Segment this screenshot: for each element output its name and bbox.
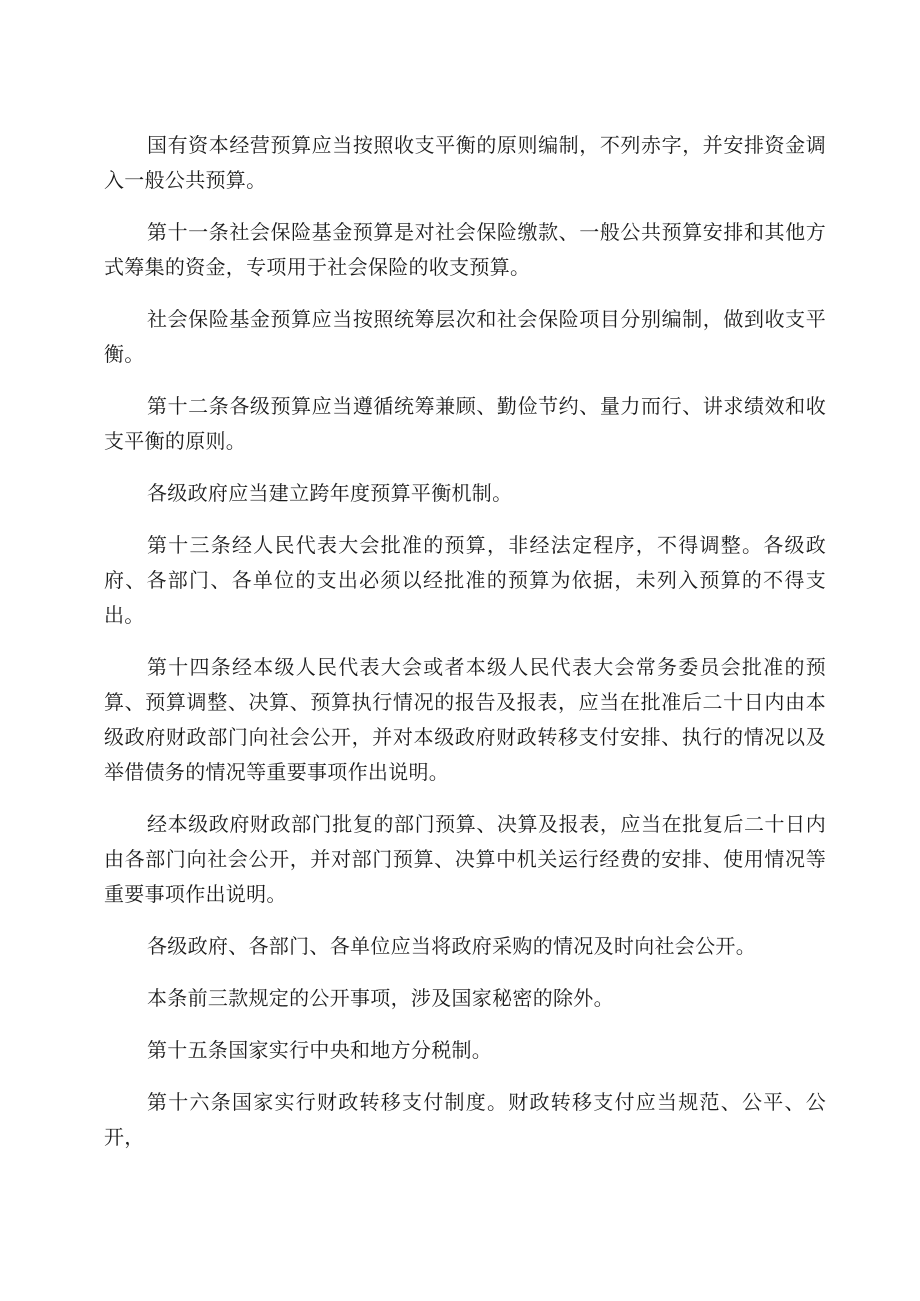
- paragraph: 第十五条国家实行中央和地方分税制。: [147, 1038, 493, 1062]
- paragraph: 国有资本经营预算应当按照收支平衡的原则编制，不列赤字，并安排资金调入一般公共预算。: [104, 133, 826, 192]
- paragraph: 社会保险基金预算应当按照统筹层次和社会保险项目分别编制，做到收支平衡。: [104, 307, 826, 366]
- paragraph: 第十二条各级预算应当遵循统筹兼顾、勤俭节约、量力而行、讲求绩效和收支平衡的原则。: [104, 394, 826, 453]
- document-body: [104, 128, 826, 1172]
- paragraph: 第十三条经人民代表大会批准的预算，非经法定程序，不得调整。各级政府、各部门、各单位的支出必须以经批准的预算为依据，未列入预算的不得支出。: [104, 533, 826, 627]
- paragraph: 各级政府、各部门、各单位应当将政府采购的情况及时向社会公开。: [147, 934, 756, 958]
- paragraph: 第十四条经本级人民代表大会或者本级人民代表大会常务委员会批准的预算、预算调整、决算、预算执行情况的报告及报表，应当在批准后二十日内由本级政府财政部门向社会公开，并对本级政府财政转移支付安排、执行的情况以及举借债务的情况等重要事项作出说明。: [104, 655, 826, 784]
- paragraph: 经本级政府财政部门批复的部门预算、决算及报表，应当在批复后二十日内由各部门向社会公开，并对部门预算、决算中机关运行经费的安排、使用情况等重要事项作出说明。: [104, 812, 826, 906]
- paragraph: 第十一条社会保险基金预算是对社会保险缴款、一般公共预算安排和其他方式筹集的资金，专项用于社会保险的收支预算。: [104, 220, 826, 279]
- paragraph: 各级政府应当建立跨年度预算平衡机制。: [147, 481, 513, 505]
- paragraph: 本条前三款规定的公开事项，涉及国家秘密的除外。: [147, 986, 614, 1010]
- paragraph: 第十六条国家实行财政转移支付制度。财政转移支付应当规范、公平、公开，: [104, 1090, 826, 1149]
